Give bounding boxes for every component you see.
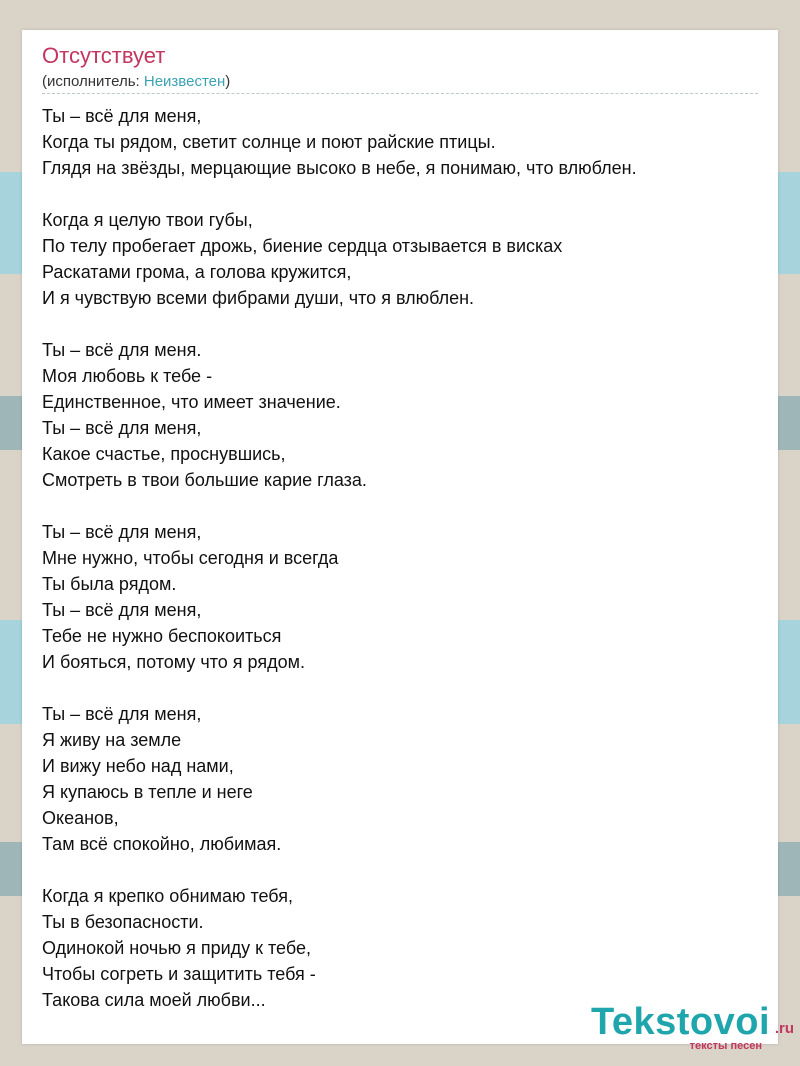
song-title: Отсутствует xyxy=(42,43,166,68)
artist-prefix: (исполнитель: xyxy=(42,73,144,90)
logo-tld: .ru xyxy=(774,1020,794,1037)
lyrics-line: Глядя на звёзды, мерцающие высоко в небе, я понимаю, что влюблен. xyxy=(42,158,637,178)
lyrics-line: И вижу небо над нами, xyxy=(42,756,234,776)
lyrics-line: Мне нужно, чтобы сегодня и всегда xyxy=(42,548,339,568)
lyrics-line: Там всё спокойно, любимая. xyxy=(42,834,282,854)
lyrics-line: Раскатами грома, а голова кружится, xyxy=(42,262,352,282)
lyrics-line: Океанов, xyxy=(42,808,119,828)
artist-suffix: ) xyxy=(225,73,231,90)
lyrics-text xyxy=(42,103,758,1039)
lyrics-line: И бояться, потому что я рядом. xyxy=(42,652,305,672)
lyrics-line: Такова сила моей любви... xyxy=(42,990,266,1010)
lyrics-line: Одинокой ночью я приду к тебе, xyxy=(42,938,311,958)
lyrics-line: Когда ты рядом, светит солнце и поют райские птицы. xyxy=(42,132,496,152)
lyrics-line: Ты в безопасности. xyxy=(42,912,204,932)
lyrics-line: Ты – всё для меня, xyxy=(42,600,202,620)
lyrics-line: И я чувствую всеми фибрами души, что я влюблен. xyxy=(42,288,475,308)
lyrics-stanza xyxy=(42,883,758,1013)
lyrics-line: Моя любовь к тебе - xyxy=(42,366,213,386)
lyrics-line: Ты была рядом. xyxy=(42,574,177,594)
lyrics-line: Ты – всё для меня. xyxy=(42,340,202,360)
lyrics-line: Тебе не нужно беспокоиться xyxy=(42,626,282,646)
site-logo[interactable] xyxy=(570,1000,800,1050)
lyrics-line: Какое счастье, проснувшись, xyxy=(42,444,286,464)
lyrics-line: Ты – всё для меня, xyxy=(42,106,202,126)
lyrics-line: Я купаюсь в тепле и неге xyxy=(42,782,253,802)
logo-wordmark: Tekstovoi xyxy=(590,1001,770,1043)
lyrics-line: Единственное, что имеет значение. xyxy=(42,392,341,412)
lyrics-line: Ты – всё для меня, xyxy=(42,522,202,542)
lyrics-stanza xyxy=(42,207,758,311)
artist-line xyxy=(42,72,230,92)
lyrics-line: Когда я целую твои губы, xyxy=(42,210,253,230)
logo-tagline: тексты песен xyxy=(689,1040,762,1052)
lyrics-line: Ты – всё для меня, xyxy=(42,418,202,438)
lyrics-line: По телу пробегает дрожь, биение сердца отзывается в висках xyxy=(42,236,563,256)
lyrics-card xyxy=(22,30,794,1052)
lyrics-stanza xyxy=(42,701,758,857)
lyrics-line: Ты – всё для меня, xyxy=(42,704,202,724)
lyrics-line: Когда я крепко обнимаю тебя, xyxy=(42,886,293,906)
lyrics-line: Смотреть в твои большие карие глаза. xyxy=(42,470,367,490)
lyrics-stanza xyxy=(42,103,758,181)
lyrics-stanza xyxy=(42,519,758,675)
title-divider xyxy=(42,93,758,94)
lyrics-line: Я живу на земле xyxy=(42,730,182,750)
lyrics-line: Чтобы согреть и защитить тебя - xyxy=(42,964,316,984)
artist-link[interactable]: Неизвестен xyxy=(143,73,226,90)
lyrics-stanza xyxy=(42,337,758,493)
